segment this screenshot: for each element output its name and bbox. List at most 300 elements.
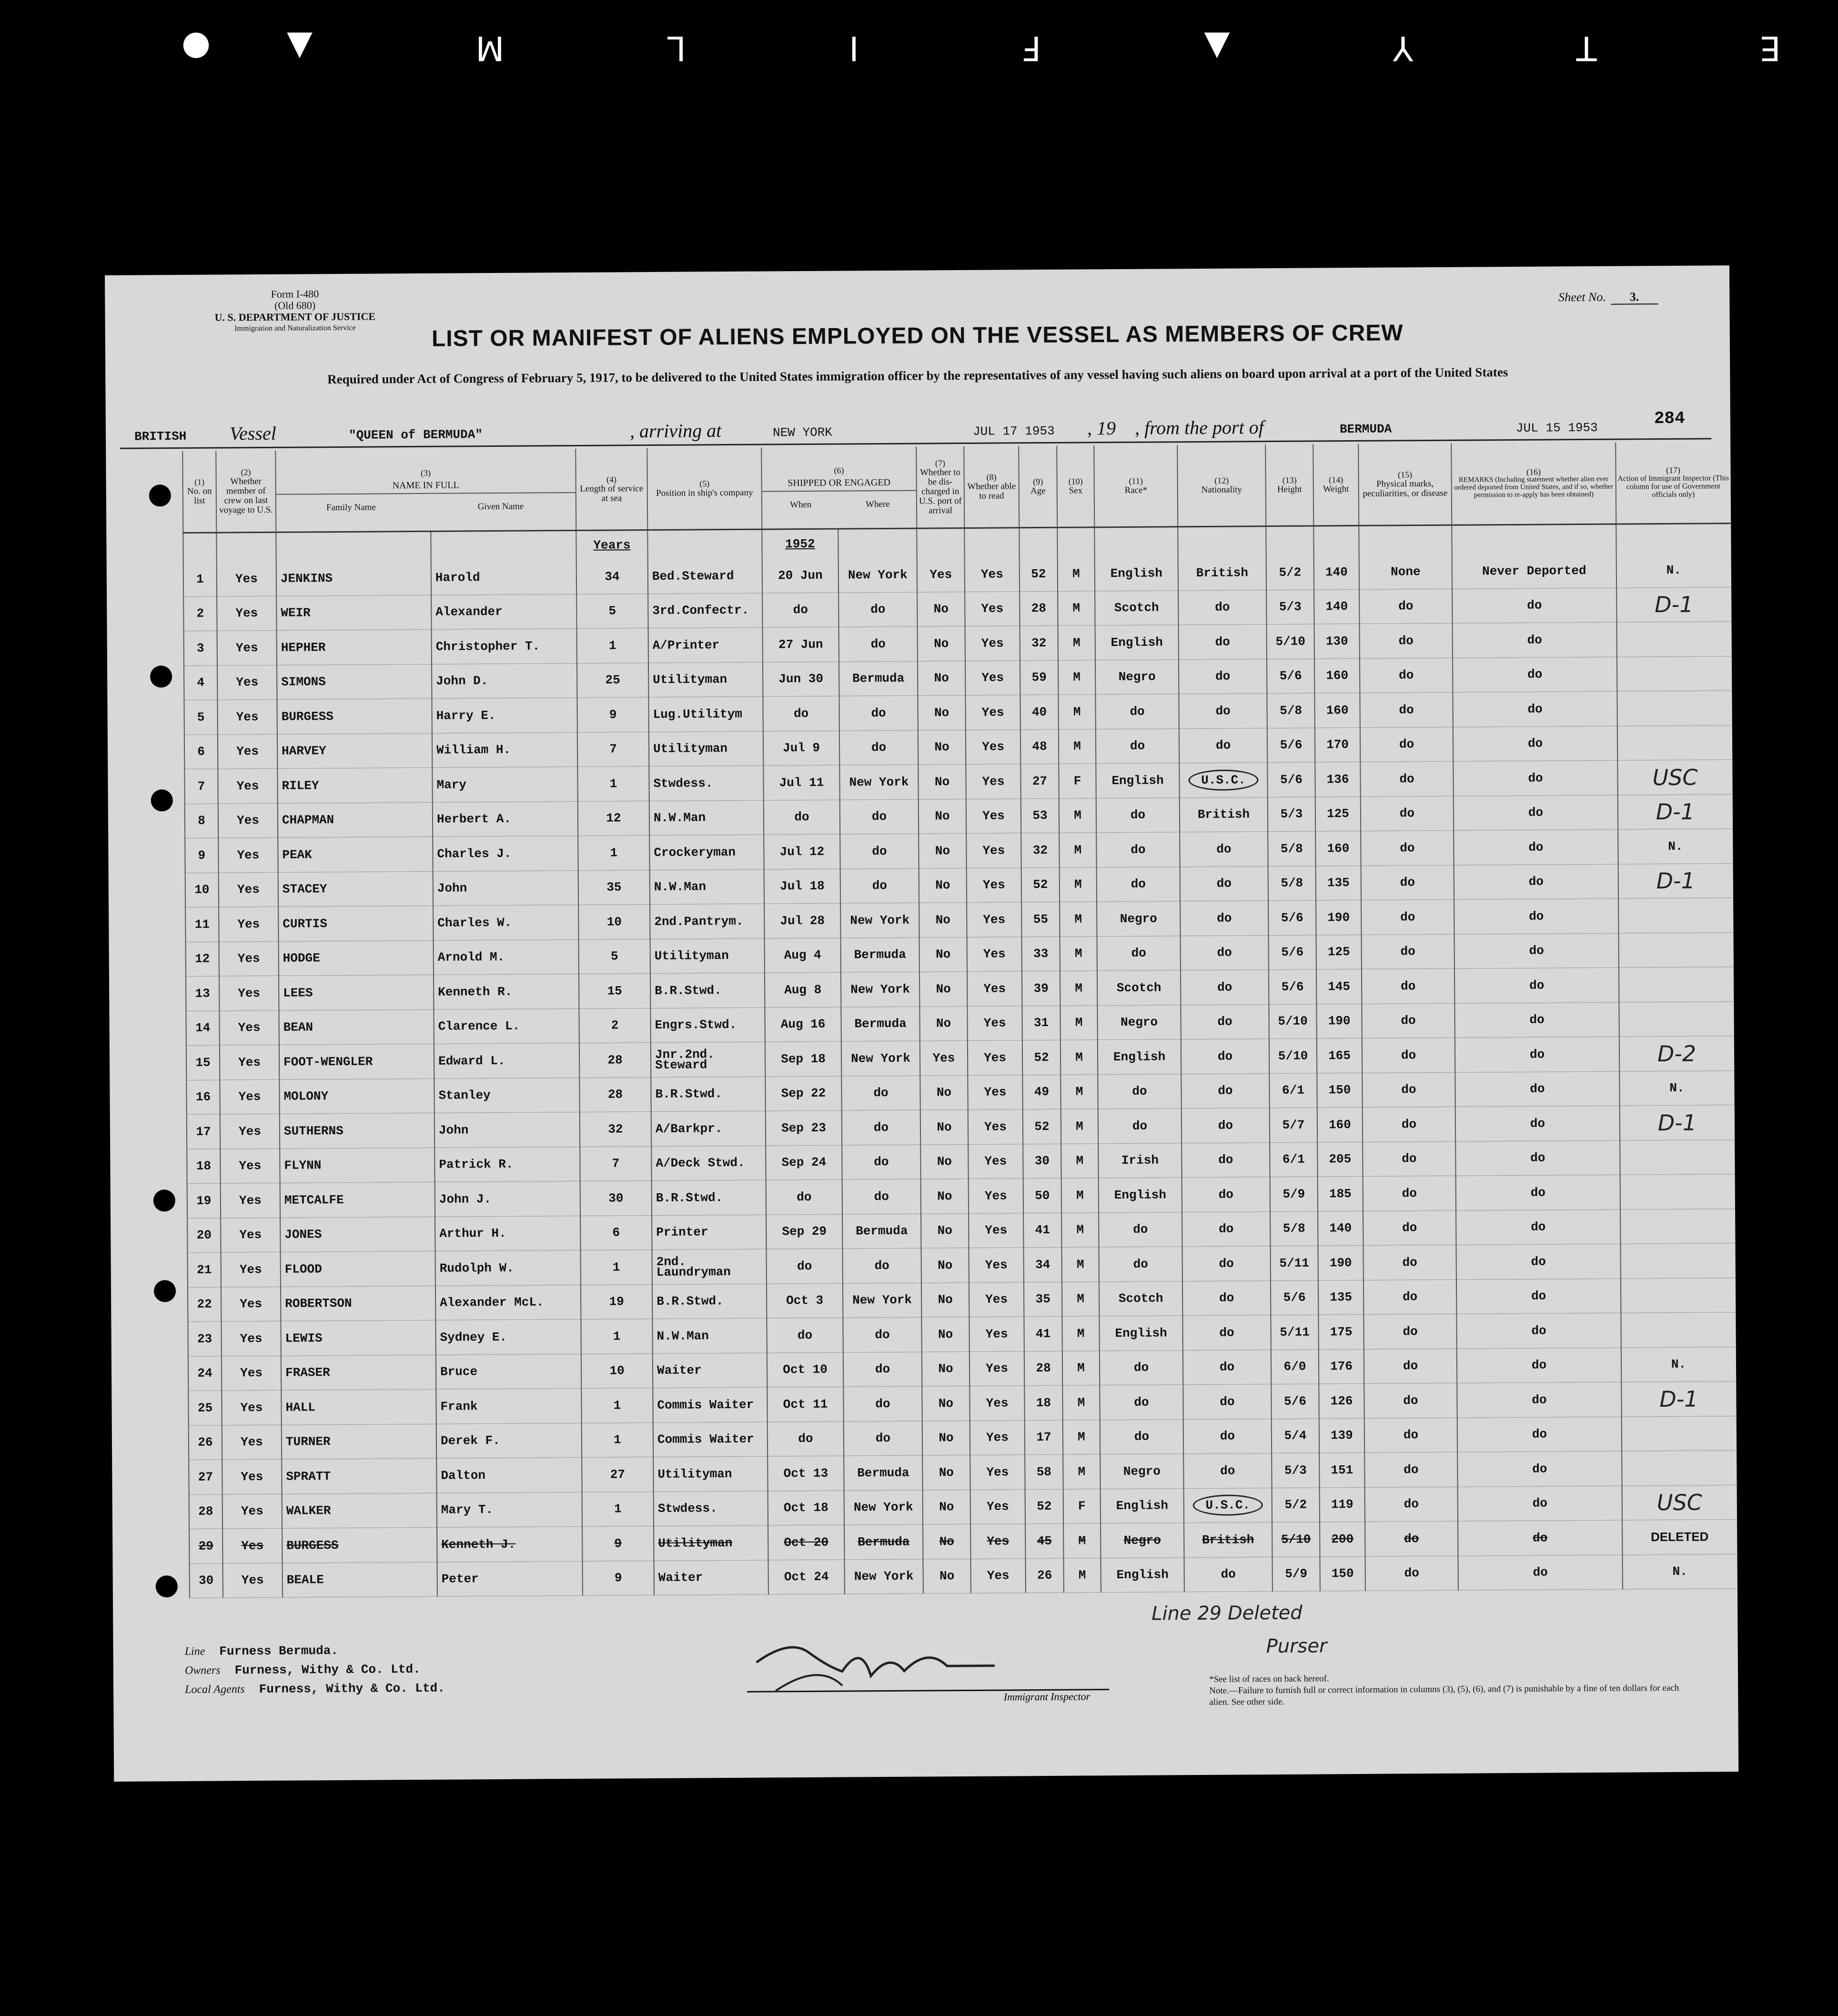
- cell-nationality: do: [1182, 1211, 1270, 1247]
- cell-discharged: No: [919, 937, 967, 972]
- cell-position: Stwdess.: [649, 766, 763, 801]
- cell-age: 28: [1024, 1351, 1062, 1386]
- cell-read: Yes: [966, 764, 1020, 799]
- cell-family: HALL: [281, 1389, 436, 1424]
- cell-age: 55: [1021, 902, 1060, 937]
- cell-nationality: do: [1182, 1315, 1271, 1351]
- cell-age: 18: [1024, 1385, 1062, 1420]
- cell-no: 4: [184, 665, 217, 700]
- cell-no: 22: [188, 1287, 221, 1322]
- cell-remarks: do: [1454, 795, 1618, 831]
- cell-family: FOOT-WENGLER: [279, 1044, 434, 1079]
- cell-service: 1: [582, 1422, 653, 1457]
- purser-signature: Purser: [1266, 1635, 1327, 1658]
- cell-race: Scotch: [1097, 970, 1181, 1006]
- arriving-label: , arriving at: [629, 420, 722, 442]
- cell-race: do: [1100, 1419, 1183, 1454]
- cell-family: BEALE: [283, 1562, 437, 1597]
- cell-given: Peter: [437, 1561, 583, 1596]
- cell-crew: Yes: [221, 1287, 281, 1321]
- cell-action: D-1: [1616, 587, 1731, 622]
- arrival-date: JUL 17 1953: [972, 423, 1055, 439]
- cell-when: Oct 10: [767, 1352, 843, 1387]
- cell-age: 34: [1024, 1247, 1062, 1282]
- cell-family: TURNER: [282, 1424, 436, 1459]
- cell-nationality: do: [1179, 694, 1267, 729]
- cell-height: 5/6: [1269, 969, 1316, 1004]
- col-discharged: (7) Whether to be dis-charged in U.S. port of arrival: [916, 446, 964, 528]
- inspector-signature: [747, 1632, 1109, 1691]
- cell-discharged: No: [923, 1490, 970, 1524]
- footnote: [1209, 1671, 1686, 1708]
- cell-age: 35: [1024, 1282, 1062, 1317]
- cell-family: WEIR: [276, 595, 431, 630]
- cell-marks: do: [1361, 830, 1454, 866]
- cell-action: [1621, 1312, 1735, 1348]
- cell-where: New York: [838, 558, 917, 593]
- cell-no: 1: [183, 562, 217, 596]
- cell-action: D-1: [1620, 1105, 1734, 1140]
- cell-service: 1: [577, 766, 649, 801]
- col-service: (4) Length of service at sea: [576, 448, 647, 530]
- cell-given: Frank: [436, 1388, 581, 1423]
- deleted-note: Line 29 Deleted: [1151, 1602, 1303, 1625]
- cell-family: PEAK: [278, 837, 433, 872]
- cell-sex: M: [1063, 1420, 1100, 1454]
- cell-where: do: [842, 1145, 920, 1180]
- cell-remarks: do: [1455, 1071, 1619, 1107]
- cell-sex: M: [1060, 971, 1097, 1006]
- cell-sex: M: [1062, 1316, 1099, 1351]
- cell-action: [1622, 1416, 1736, 1451]
- cell-race: English: [1098, 1039, 1181, 1075]
- col-sex: (10) Sex: [1057, 445, 1094, 527]
- cell-discharged: No: [921, 1282, 969, 1317]
- cell-sex: M: [1063, 1523, 1101, 1558]
- cell-read: Yes: [967, 1006, 1022, 1040]
- cell-crew: Yes: [223, 1563, 283, 1598]
- cell-where: do: [843, 1386, 922, 1421]
- cell-service: 28: [579, 1043, 651, 1078]
- cell-read: Yes: [970, 1455, 1025, 1490]
- cell-position: Lug.Utilitym: [648, 696, 763, 732]
- cell-weight: 135: [1316, 866, 1361, 900]
- cell-nationality: do: [1180, 832, 1268, 867]
- cell-marks: do: [1361, 865, 1454, 900]
- cell-weight: 160: [1315, 831, 1361, 866]
- cell-height: 5/10: [1269, 1038, 1317, 1073]
- cell-family: JONES: [280, 1217, 435, 1252]
- cell-position: N.W.Man: [650, 869, 764, 905]
- cell-service: 10: [581, 1353, 653, 1388]
- cell-given: Herbert A.: [433, 801, 578, 837]
- col-height: (13) Height: [1265, 444, 1313, 526]
- cell-service: 7: [580, 1146, 651, 1181]
- cell-when: Oct 13: [768, 1456, 844, 1491]
- races-note: *See list of races on back hereof.: [1209, 1673, 1329, 1684]
- cell-crew: Yes: [217, 699, 277, 734]
- page-number: 284: [1654, 408, 1685, 429]
- cell-sex: M: [1060, 1074, 1098, 1109]
- cell-nationality: do: [1182, 1280, 1271, 1316]
- cell-nationality: do: [1178, 590, 1266, 625]
- cell-service: 1: [578, 836, 649, 870]
- cell-read: Yes: [965, 660, 1020, 695]
- cell-action: [1620, 1243, 1735, 1279]
- cell-sex: M: [1058, 660, 1095, 695]
- cell-sex: M: [1061, 1143, 1098, 1178]
- cell-marks: do: [1360, 727, 1453, 762]
- cell-height: 5/11: [1271, 1315, 1318, 1350]
- cell-nationality: do: [1183, 1419, 1272, 1454]
- cell-no: 27: [189, 1460, 222, 1494]
- cell-crew: Yes: [222, 1528, 282, 1563]
- cell-given: John: [433, 870, 578, 906]
- cell-height: 5/6: [1271, 1280, 1318, 1315]
- year-1952: 1952: [762, 529, 838, 558]
- cell-age: 41: [1023, 1213, 1061, 1248]
- cell-marks: do: [1365, 1521, 1458, 1556]
- cell-sex: M: [1061, 1212, 1099, 1247]
- cell-where: do: [843, 1248, 921, 1283]
- cell-nationality: do: [1181, 1004, 1269, 1039]
- cell-nationality: do: [1181, 1073, 1269, 1109]
- cell-crew: Yes: [221, 1252, 281, 1287]
- cell-age: 52: [1022, 1040, 1060, 1075]
- cell-action: [1617, 725, 1732, 760]
- cell-height: 5/10: [1272, 1522, 1320, 1557]
- cell-age: 40: [1020, 695, 1058, 729]
- cell-action: D-1: [1618, 794, 1732, 829]
- cell-race: do: [1099, 1247, 1182, 1282]
- cell-crew: Yes: [217, 596, 276, 631]
- cell-when: Jul 28: [764, 903, 840, 938]
- cell-race: Irish: [1098, 1143, 1182, 1178]
- cell-race: English: [1101, 1488, 1184, 1523]
- punch-hole: [149, 484, 171, 506]
- cell-position: Waiter: [653, 1353, 767, 1388]
- cell-no: 20: [187, 1218, 221, 1253]
- cell-remarks: do: [1458, 1520, 1622, 1556]
- cell-marks: do: [1363, 1210, 1456, 1246]
- cell-crew: Yes: [220, 1045, 279, 1079]
- cell-crew: Yes: [217, 562, 276, 596]
- cell-height: 5/11: [1270, 1246, 1318, 1280]
- cell-where: New York: [840, 903, 919, 938]
- cell-position: Crockeryman: [649, 835, 764, 870]
- column-header-row: [182, 442, 1730, 533]
- cell-given: Alexander: [431, 594, 576, 629]
- cell-marks: do: [1362, 1038, 1455, 1073]
- cell-family: FRASER: [281, 1355, 436, 1390]
- cell-given: Kenneth R.: [434, 974, 579, 1009]
- cell-height: 5/8: [1267, 693, 1314, 728]
- cell-weight: 130: [1314, 624, 1360, 658]
- line-value: Furness Bermuda.: [219, 1643, 339, 1659]
- cell-weight: 175: [1318, 1314, 1363, 1349]
- cell-where: do: [839, 696, 918, 731]
- cell-discharged: No: [919, 833, 966, 868]
- cell-discharged: No: [923, 1559, 970, 1593]
- cell-weight: 190: [1316, 900, 1361, 935]
- cell-weight: 140: [1314, 555, 1359, 590]
- cell-race: do: [1096, 797, 1180, 833]
- cell-nationality: do: [1182, 1177, 1270, 1212]
- cell-nationality: do: [1183, 1384, 1271, 1420]
- cell-read: Yes: [967, 867, 1021, 902]
- cell-given: Christopher T.: [432, 628, 577, 664]
- cell-sex: M: [1058, 695, 1095, 729]
- cell-where: do: [838, 592, 917, 627]
- cell-given: Bruce: [436, 1354, 581, 1389]
- cell-remarks: do: [1454, 968, 1619, 1003]
- cell-discharged: No: [921, 1248, 969, 1282]
- cell-remarks: do: [1457, 1451, 1622, 1487]
- cell-weight: 205: [1317, 1142, 1363, 1177]
- cell-weight: 150: [1317, 1073, 1362, 1108]
- cell-race: English: [1096, 763, 1179, 798]
- cell-weight: 160: [1314, 658, 1360, 693]
- cell-action: N.: [1621, 1347, 1736, 1382]
- cell-where: New York: [843, 1283, 921, 1318]
- cell-no: 3: [184, 631, 217, 665]
- cell-discharged: No: [922, 1455, 970, 1490]
- cell-when: Oct 11: [767, 1387, 843, 1421]
- cell-race: do: [1100, 1350, 1183, 1385]
- cell-given: Harry E.: [432, 697, 577, 733]
- cell-family: HODGE: [279, 940, 434, 976]
- cell-read: Yes: [969, 1179, 1023, 1213]
- cell-height: 6/1: [1269, 1073, 1317, 1108]
- cell-position: Commis Waiter: [653, 1387, 767, 1422]
- cell-race: Negro: [1097, 1005, 1181, 1040]
- cell-nationality: do: [1181, 1039, 1269, 1074]
- cell-family: JENKINS: [276, 561, 431, 596]
- cell-marks: do: [1365, 1487, 1458, 1522]
- cell-age: 31: [1022, 1006, 1060, 1040]
- cell-remarks: do: [1457, 1382, 1621, 1418]
- cell-remarks: Never Deported: [1452, 554, 1616, 589]
- cell-service: 30: [580, 1181, 652, 1216]
- cell-discharged: No: [920, 1075, 968, 1110]
- cell-when: Oct 3: [767, 1283, 843, 1318]
- cell-action: N.: [1616, 553, 1731, 587]
- cell-sex: M: [1063, 1558, 1101, 1593]
- cell-weight: 190: [1318, 1245, 1363, 1280]
- cell-weight: 170: [1315, 727, 1360, 762]
- cell-action: [1621, 1278, 1735, 1313]
- cell-remarks: do: [1453, 760, 1617, 796]
- cell-discharged: No: [922, 1386, 969, 1421]
- cell-nationality: do: [1184, 1557, 1272, 1592]
- cell-age: 26: [1025, 1558, 1063, 1593]
- cell-crew: Yes: [220, 1114, 280, 1149]
- cell-marks: do: [1360, 623, 1453, 658]
- cell-family: BEAN: [279, 1009, 434, 1045]
- cell-where: do: [839, 730, 918, 766]
- cell-marks: do: [1361, 796, 1454, 831]
- cell-age: 48: [1020, 729, 1059, 764]
- cell-no: 26: [189, 1425, 222, 1460]
- cell-height: 5/8: [1270, 1211, 1318, 1246]
- cell-crew: Yes: [222, 1356, 281, 1391]
- cell-service: 9: [582, 1526, 654, 1561]
- cell-position: Bed.Steward: [648, 559, 762, 594]
- cell-race: Scotch: [1095, 590, 1178, 625]
- cell-race: do: [1095, 694, 1179, 729]
- cell-height: 5/6: [1271, 1384, 1319, 1419]
- cell-no: 18: [187, 1149, 220, 1184]
- cell-remarks: do: [1454, 864, 1618, 900]
- sheet-number: [1558, 290, 1658, 304]
- cell-given: Harold: [431, 560, 576, 595]
- cell-given: Mary: [432, 766, 577, 802]
- cell-family: SIMONS: [277, 664, 432, 699]
- cell-discharged: No: [919, 1006, 967, 1041]
- cell-remarks: do: [1457, 1348, 1621, 1383]
- cell-marks: do: [1362, 1003, 1454, 1038]
- cell-where: do: [840, 834, 919, 869]
- cell-when: Jun 30: [763, 662, 839, 696]
- cell-read: Yes: [969, 1386, 1024, 1421]
- cell-discharged: No: [917, 592, 965, 626]
- cell-marks: do: [1363, 1245, 1456, 1280]
- cell-marks: do: [1362, 934, 1454, 969]
- page-subtitle: Required under Act of Congress of February 5, 1917, to be delivered to the United States immigration officer by the representatives of any vessel having such aliens on board upon arrival at a port of the United States: [327, 365, 1508, 387]
- cell-family: METCALFE: [280, 1182, 435, 1217]
- cell-marks: do: [1360, 658, 1453, 693]
- cell-marks: do: [1359, 589, 1452, 624]
- where-header: Where: [865, 499, 890, 510]
- cell-where: New York: [841, 1041, 920, 1076]
- cell-no: 23: [188, 1321, 221, 1356]
- cell-remarks: do: [1455, 1106, 1620, 1141]
- cell-when: do: [763, 696, 839, 731]
- cell-no: 14: [186, 1011, 219, 1046]
- cell-given: Charles J.: [433, 836, 578, 871]
- cell-age: 50: [1023, 1178, 1061, 1213]
- owners-value: Furness, Withy & Co. Ltd.: [234, 1662, 421, 1678]
- cell-family: RILEY: [277, 767, 432, 803]
- cell-service: 35: [578, 870, 650, 905]
- line-label: Line: [184, 1645, 205, 1658]
- cell-height: 5/8: [1268, 831, 1315, 866]
- name-group-header: NAME IN FULL: [276, 477, 576, 495]
- cell-height: 5/4: [1272, 1418, 1319, 1453]
- col-race: (11) Race*: [1094, 445, 1178, 527]
- cell-service: 6: [580, 1215, 652, 1250]
- col-name: (3) NAME IN FULL Family Name Given Name: [275, 449, 576, 532]
- cell-given: Arnold M.: [434, 939, 579, 975]
- cell-family: BURGESS: [277, 698, 432, 734]
- cell-marks: do: [1365, 1556, 1458, 1591]
- cell-nationality: do: [1179, 728, 1267, 763]
- cell-height: 5/6: [1269, 935, 1316, 969]
- cell-sex: M: [1061, 1178, 1099, 1213]
- cell-given: Rudolph W.: [435, 1250, 581, 1285]
- cell-family: STACEY: [278, 871, 433, 907]
- cell-marks: do: [1362, 1072, 1455, 1108]
- col-remarks: (16) REMARKS (Including statement whether alien ever ordered deported from United States, and if so, whether permission to re-apply has been obtained): [1451, 443, 1616, 525]
- cell-crew: Yes: [222, 1494, 282, 1529]
- sheet-value: 3.: [1611, 290, 1658, 305]
- cell-remarks: do: [1454, 933, 1618, 969]
- cell-height: 5/3: [1266, 590, 1314, 625]
- cell-no: 13: [186, 976, 219, 1011]
- form-number: Form I-480: [271, 288, 319, 300]
- cell-position: Stwdess.: [654, 1491, 768, 1526]
- cell-remarks: do: [1455, 1037, 1619, 1072]
- cell-when: do: [767, 1318, 843, 1352]
- inspector-block: [747, 1632, 1109, 1705]
- cell-read: Yes: [969, 1282, 1024, 1317]
- cell-discharged: No: [921, 1317, 969, 1351]
- from-label: , from the port of: [1134, 416, 1264, 439]
- cell-read: Yes: [970, 1558, 1025, 1593]
- cell-height: 5/9: [1272, 1556, 1320, 1591]
- given-name-header: Given Name: [477, 501, 524, 512]
- cell-remarks: do: [1456, 1279, 1621, 1314]
- cell-read: Yes: [966, 798, 1021, 833]
- cell-race: do: [1096, 832, 1180, 867]
- cell-where: Bermuda: [841, 937, 919, 973]
- cell-sex: M: [1060, 1005, 1097, 1040]
- agents-label: Local Agents: [185, 1683, 245, 1696]
- years-label: Years: [576, 530, 647, 560]
- cell-race: English: [1101, 1557, 1184, 1593]
- cell-height: 5/2: [1272, 1487, 1320, 1522]
- cell-height: 6/1: [1270, 1142, 1317, 1177]
- cell-weight: 136: [1315, 762, 1360, 796]
- cell-no: 10: [185, 873, 219, 907]
- cell-remarks: do: [1457, 1417, 1622, 1452]
- cell-service: 19: [581, 1284, 652, 1319]
- cell-position: B.R.Stwd.: [650, 973, 765, 1008]
- cell-position: B.R.Stwd.: [652, 1284, 767, 1319]
- cell-given: Sydney E.: [435, 1319, 581, 1354]
- cell-where: Bermuda: [839, 661, 918, 696]
- cell-action: [1619, 967, 1733, 1002]
- cell-no: 28: [189, 1494, 222, 1529]
- cell-age: 32: [1021, 833, 1059, 867]
- cell-when: Oct 24: [768, 1560, 844, 1594]
- cell-when: Aug 8: [765, 972, 841, 1007]
- cell-age: 41: [1024, 1316, 1062, 1351]
- cell-read: Yes: [970, 1489, 1025, 1524]
- cell-crew: Yes: [220, 1079, 279, 1114]
- punch-hole: [150, 665, 172, 687]
- cell-read: Yes: [965, 591, 1020, 626]
- cell-sex: M: [1060, 902, 1097, 937]
- cell-read: Yes: [965, 626, 1020, 661]
- cell-weight: 165: [1317, 1038, 1362, 1073]
- cell-when: Sep 29: [766, 1214, 842, 1249]
- cell-height: 5/3: [1272, 1453, 1319, 1488]
- col-crew: (2) Whether member of crew on last voyage to U.S.: [216, 451, 276, 533]
- cell-read: Yes: [970, 1524, 1025, 1559]
- col-read: (8) Whether able to read: [964, 446, 1019, 528]
- cell-when: Jul 11: [763, 765, 839, 800]
- cell-family: BURGESS: [282, 1527, 437, 1562]
- cell-action: USC: [1622, 1485, 1737, 1520]
- cell-race: do: [1099, 1212, 1182, 1247]
- cell-where: do: [842, 1110, 920, 1145]
- cell-sex: M: [1058, 556, 1095, 591]
- cell-marks: do: [1363, 1141, 1455, 1177]
- cell-marks: do: [1364, 1349, 1457, 1384]
- cell-age: 52: [1020, 557, 1058, 591]
- cell-weight: 140: [1314, 589, 1359, 624]
